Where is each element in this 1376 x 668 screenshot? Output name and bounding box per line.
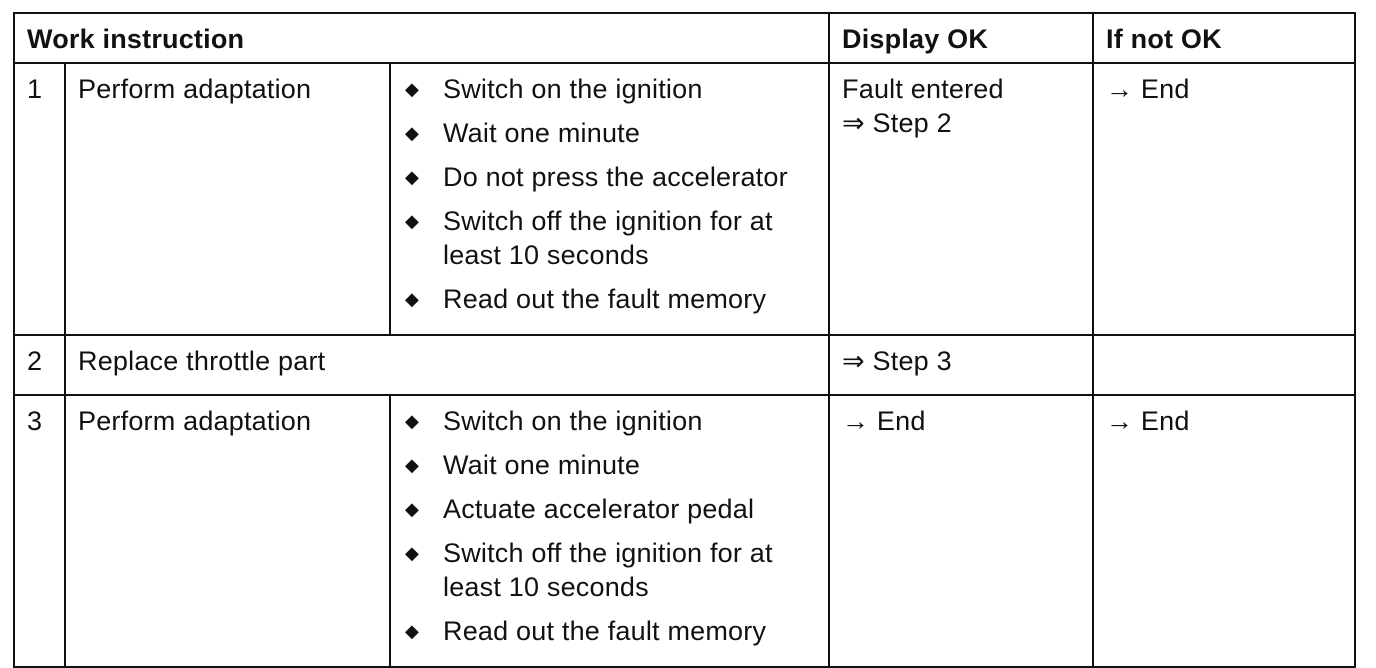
- diamond-bullet-icon: ◆: [405, 79, 420, 99]
- row-number: 1: [14, 63, 65, 335]
- row-if-not-ok: → End: [1093, 63, 1355, 335]
- step-text: Read out the fault memory: [443, 284, 767, 314]
- table-row: [14, 335, 1355, 395]
- step-text: Read out the fault memory: [443, 616, 767, 646]
- list-item: [391, 536, 828, 604]
- list-item: [391, 160, 828, 194]
- row-action: Perform adaptation: [65, 63, 390, 335]
- step-text: Switch off the ignition for at least 10 seconds: [443, 206, 773, 270]
- diamond-bullet-icon: ◆: [405, 167, 420, 187]
- row-steps-cell: [390, 395, 829, 667]
- step-text: Switch on the ignition: [443, 74, 703, 104]
- diamond-bullet-icon: ◆: [405, 621, 420, 641]
- table-row: [14, 395, 1355, 667]
- diamond-bullet-icon: ◆: [405, 411, 420, 431]
- list-item: [391, 492, 828, 526]
- row-display-ok: ⇒ Step 3: [829, 335, 1093, 395]
- row-action: Replace throttle part: [65, 335, 829, 395]
- step-text: Switch off the ignition for at least 10 seconds: [443, 538, 773, 602]
- step-list: [391, 396, 828, 656]
- row-action: Perform adaptation: [65, 395, 390, 667]
- step-text: Switch on the ignition: [443, 406, 703, 436]
- list-item: [391, 116, 828, 150]
- row-display-ok: [829, 63, 1093, 335]
- row-if-not-ok: [1093, 335, 1355, 395]
- display-ok-line: Fault entered: [842, 74, 1004, 104]
- list-item: [391, 282, 828, 316]
- header-display-ok: Display OK: [829, 13, 1093, 63]
- header-if-not-ok: If not OK: [1093, 13, 1355, 63]
- row-if-not-ok: → End: [1093, 395, 1355, 667]
- step-text: Wait one minute: [443, 118, 641, 148]
- list-item: [391, 72, 828, 106]
- list-item: [391, 614, 828, 648]
- table-header-row: [14, 13, 1355, 63]
- diamond-bullet-icon: ◆: [405, 543, 420, 563]
- header-work-instruction: Work instruction: [14, 13, 829, 63]
- diamond-bullet-icon: ◆: [405, 123, 420, 143]
- work-instruction-table: [13, 12, 1356, 668]
- diamond-bullet-icon: ◆: [405, 289, 420, 309]
- row-steps-cell: [390, 63, 829, 335]
- table-row: [14, 63, 1355, 335]
- list-item: [391, 404, 828, 438]
- step-text: Do not press the accelerator: [443, 162, 788, 192]
- step-list: [391, 64, 828, 324]
- work-instruction-table-container: [13, 12, 1356, 668]
- diamond-bullet-icon: ◆: [405, 211, 420, 231]
- list-item: [391, 204, 828, 272]
- step-text: Actuate accelerator pedal: [443, 494, 755, 524]
- display-ok-line: ⇒ Step 2: [842, 108, 952, 138]
- diamond-bullet-icon: ◆: [405, 499, 420, 519]
- row-number: 3: [14, 395, 65, 667]
- list-item: [391, 448, 828, 482]
- diamond-bullet-icon: ◆: [405, 455, 420, 475]
- row-display-ok: → End: [829, 395, 1093, 667]
- row-number: 2: [14, 335, 65, 395]
- step-text: Wait one minute: [443, 450, 641, 480]
